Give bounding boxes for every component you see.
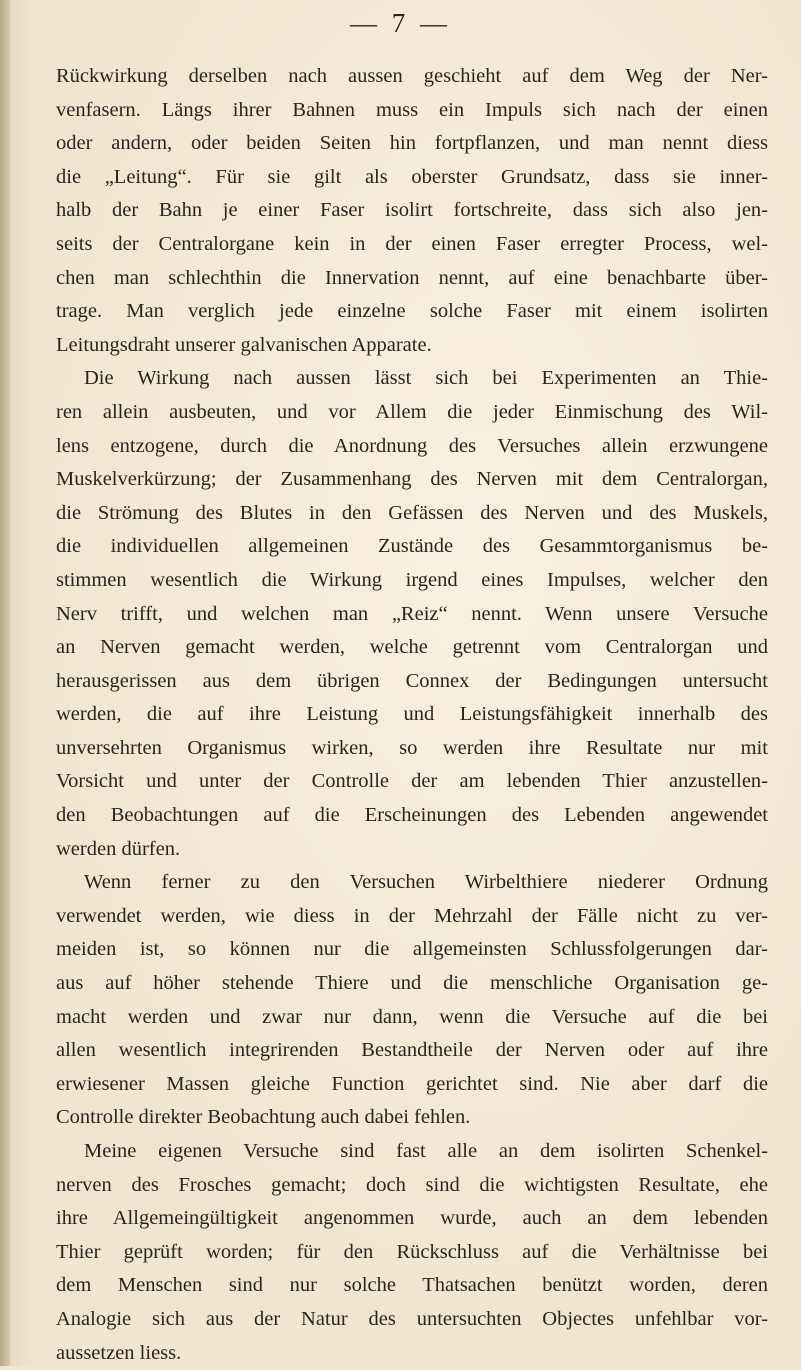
text-line: Nerv trifft, und welchen man „Reiz“ nennt. Wenn unsere Versuche [56, 602, 768, 625]
text-line: herausgerissen aus dem übrigen Connex der Bedingungen untersucht [56, 669, 768, 692]
body-text [56, 60, 768, 1370]
text-line: venfasern. Längs ihrer Bahnen muss ein Impuls sich nach der einen [56, 98, 768, 121]
text-line: Thier geprüft worden; für den Rückschluss auf die Verhältnisse bei [56, 1240, 768, 1263]
text-line: an Nerven gemacht werden, welche getrennt vom Centralorgan und [56, 636, 768, 659]
text-line: aussetzen liess. [56, 1341, 182, 1364]
text-line: halb der Bahn je einer Faser isolirt fortschreite, dass sich also jen- [56, 199, 768, 222]
text-line: meiden ist, so können nur die allgemeinsten Schlussfolgerungen dar- [56, 938, 768, 961]
text-line: nerven des Frosches gemacht; doch sind die wichtigsten Resultate, ehe [56, 1173, 768, 1196]
text-line: verwendet werden, wie diess in der Mehrzahl der Fälle nicht zu ver- [56, 904, 768, 927]
text-line: werden, die auf ihre Leistung und Leistungsfähigkeit innerhalb des [56, 703, 768, 726]
text-line: macht werden und zwar nur dann, wenn die Versuche auf die bei [56, 1005, 768, 1028]
text-line: erwiesener Massen gleiche Function gerichtet sind. Nie aber darf die [56, 1072, 768, 1095]
paragraph-3 [56, 866, 768, 1135]
text-line: Wenn ferner zu den Versuchen Wirbelthiere niederer Ordnung [84, 871, 768, 894]
paragraph-2 [56, 362, 768, 866]
text-line: Analogie sich aus der Natur des untersuchten Objectes unfehlbar vor- [56, 1307, 768, 1330]
text-line: Controlle direkter Beobachtung auch dabei fehlen. [56, 1106, 471, 1129]
text-line: Leitungsdraht unserer galvanischen Apparate. [56, 333, 432, 356]
text-line: oder andern, oder beiden Seiten hin fortpflanzen, und man nennt diess [56, 132, 768, 155]
text-line: Die Wirkung nach aussen lässt sich bei Experimenten an Thie- [84, 367, 768, 390]
page-binding-edge [0, 0, 10, 1366]
text-line: chen man schlechthin die Innervation nennt, auf eine benachbarte über- [56, 266, 768, 289]
text-line: Rückwirkung derselben nach aussen geschieht auf dem Weg der Ner- [56, 65, 768, 87]
text-line: seits der Centralorgane kein in der einen Faser erregter Process, wel- [56, 232, 768, 255]
text-line: allen wesentlich integrirenden Bestandtheile der Nerven oder auf ihre [56, 1039, 768, 1062]
text-line: trage. Man verglich jede einzelne solche Faser mit einem isolirten [56, 300, 768, 323]
text-line: den Beobachtungen auf die Erscheinungen des Lebenden angewendet [56, 804, 768, 827]
text-line: ren allein ausbeuten, und vor Allem die jeder Einmischung des Wil- [56, 400, 768, 423]
text-line: lens entzogene, durch die Anordnung des Versuches allein erzwungene [56, 434, 768, 457]
text-line: stimmen wesentlich die Wirkung irgend eines Impulses, welcher den [56, 568, 768, 591]
text-line: dem Menschen sind nur solche Thatsachen benützt worden, deren [56, 1274, 768, 1297]
page-number: — 7 — [350, 8, 451, 38]
text-line: aus auf höher stehende Thiere und die menschliche Organisation ge- [56, 972, 768, 995]
text-line: ihre Allgemeingültigkeit angenommen wurde, auch an dem lebenden [56, 1207, 768, 1230]
text-line: werden dürfen. [56, 837, 181, 860]
text-line: die Strömung des Blutes in den Gefässen des Nerven und des Muskels, [56, 501, 768, 524]
text-line: die individuellen allgemeinen Zustände des Gesammtorganismus be- [56, 535, 768, 558]
paragraph-1 [56, 60, 768, 362]
text-line: Muskelverkürzung; der Zusammenhang des Nerven mit dem Centralorgan, [56, 468, 768, 491]
paragraph-4 [56, 1135, 768, 1370]
text-line: Meine eigenen Versuche sind fast alle an dem isolirten Schenkel- [84, 1140, 768, 1162]
text-line: Vorsicht und unter der Controlle der am lebenden Thier anzustellen- [56, 770, 768, 793]
text-line: unversehrten Organismus wirken, so werden ihre Resultate nur mit [56, 736, 768, 759]
text-line: die „Leitung“. Für sie gilt als oberster Grundsatz, dass sie inner- [56, 165, 768, 188]
